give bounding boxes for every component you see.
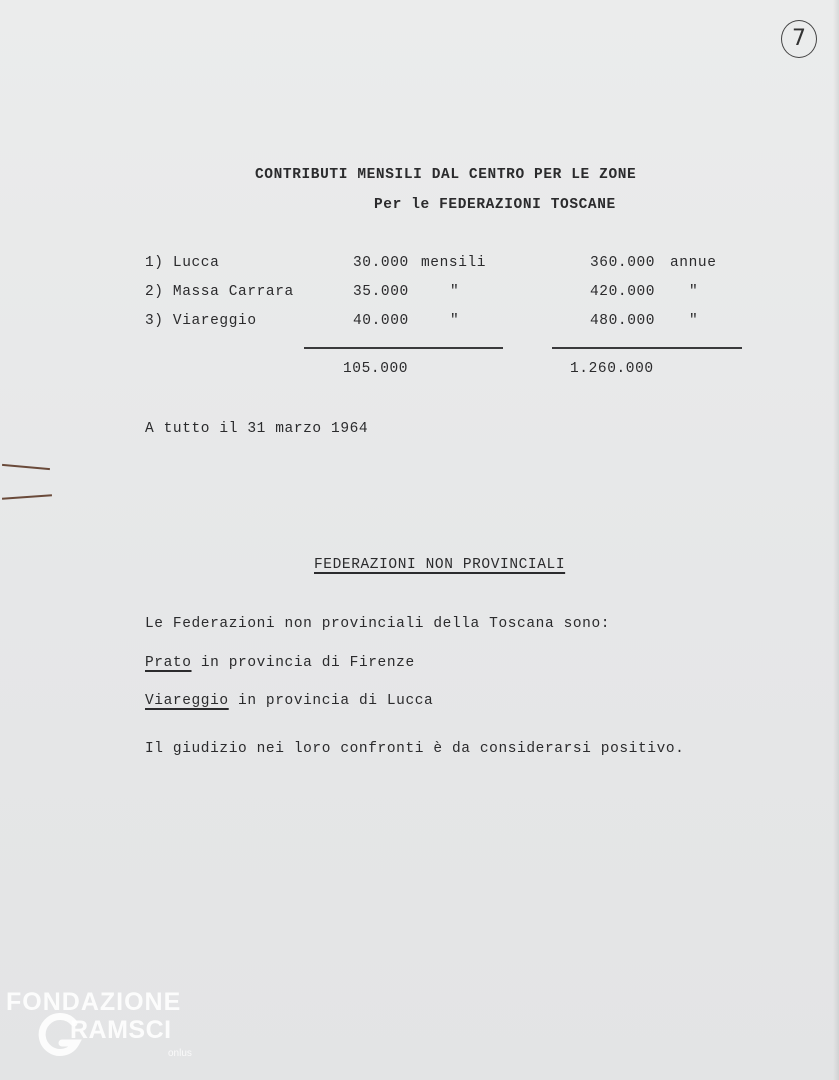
row-3-label: 3) Viareggio bbox=[145, 313, 257, 329]
edge-mark bbox=[2, 464, 50, 470]
federation-line-prato bbox=[145, 654, 415, 672]
watermark-line-1: FONDAZIONE bbox=[6, 988, 182, 1016]
federation-province: in provincia di Firenze bbox=[191, 655, 415, 671]
annual-total-rule bbox=[552, 347, 742, 349]
row-2-monthly: 35.000 bbox=[353, 284, 409, 300]
row-3-monthly-unit: " bbox=[450, 313, 460, 329]
page-number: 7 bbox=[792, 26, 806, 51]
section-heading: FEDERAZIONI NON PROVINCIALI bbox=[314, 557, 566, 573]
row-2-monthly-unit: " bbox=[450, 284, 460, 300]
conclusion-text: Il giudizio nei loro confronti è da considerarsi positivo. bbox=[145, 741, 685, 757]
page-number-circle bbox=[781, 20, 817, 58]
row-2-annual-unit: " bbox=[689, 284, 699, 300]
total-monthly: 105.000 bbox=[343, 361, 409, 377]
row-1-annual-unit: annue bbox=[670, 255, 717, 271]
row-1-monthly-unit: mensili bbox=[421, 255, 487, 271]
monthly-total-rule bbox=[304, 347, 503, 349]
row-1-label: 1) Lucca bbox=[145, 255, 220, 271]
watermark-line-3: onlus bbox=[168, 1048, 192, 1059]
edge-mark bbox=[2, 494, 52, 499]
row-2-label: 2) Massa Carrara bbox=[145, 284, 294, 300]
federation-name: Viareggio bbox=[145, 693, 229, 709]
title-line-2: Per le FEDERAZIONI TOSCANE bbox=[374, 197, 616, 213]
row-1-monthly: 30.000 bbox=[353, 255, 409, 271]
row-3-annual: 480.000 bbox=[590, 313, 656, 329]
federation-province: in provincia di Lucca bbox=[228, 693, 434, 709]
row-3-monthly: 40.000 bbox=[353, 313, 409, 329]
row-2-annual: 420.000 bbox=[590, 284, 656, 300]
intro-text: Le Federazioni non provinciali della Toscana sono: bbox=[145, 616, 611, 632]
federation-line-viareggio bbox=[145, 692, 433, 710]
total-annual: 1.260.000 bbox=[570, 361, 654, 377]
title-line-1: CONTRIBUTI MENSILI DAL CENTRO PER LE ZONE bbox=[255, 167, 637, 183]
federation-name: Prato bbox=[145, 655, 192, 671]
page-edge-shadow bbox=[833, 0, 839, 1080]
date-note: A tutto il 31 marzo 1964 bbox=[145, 421, 369, 437]
row-1-annual: 360.000 bbox=[590, 255, 656, 271]
row-3-annual-unit: " bbox=[689, 313, 699, 329]
watermark-line-2: RAMSCI bbox=[70, 1016, 172, 1044]
